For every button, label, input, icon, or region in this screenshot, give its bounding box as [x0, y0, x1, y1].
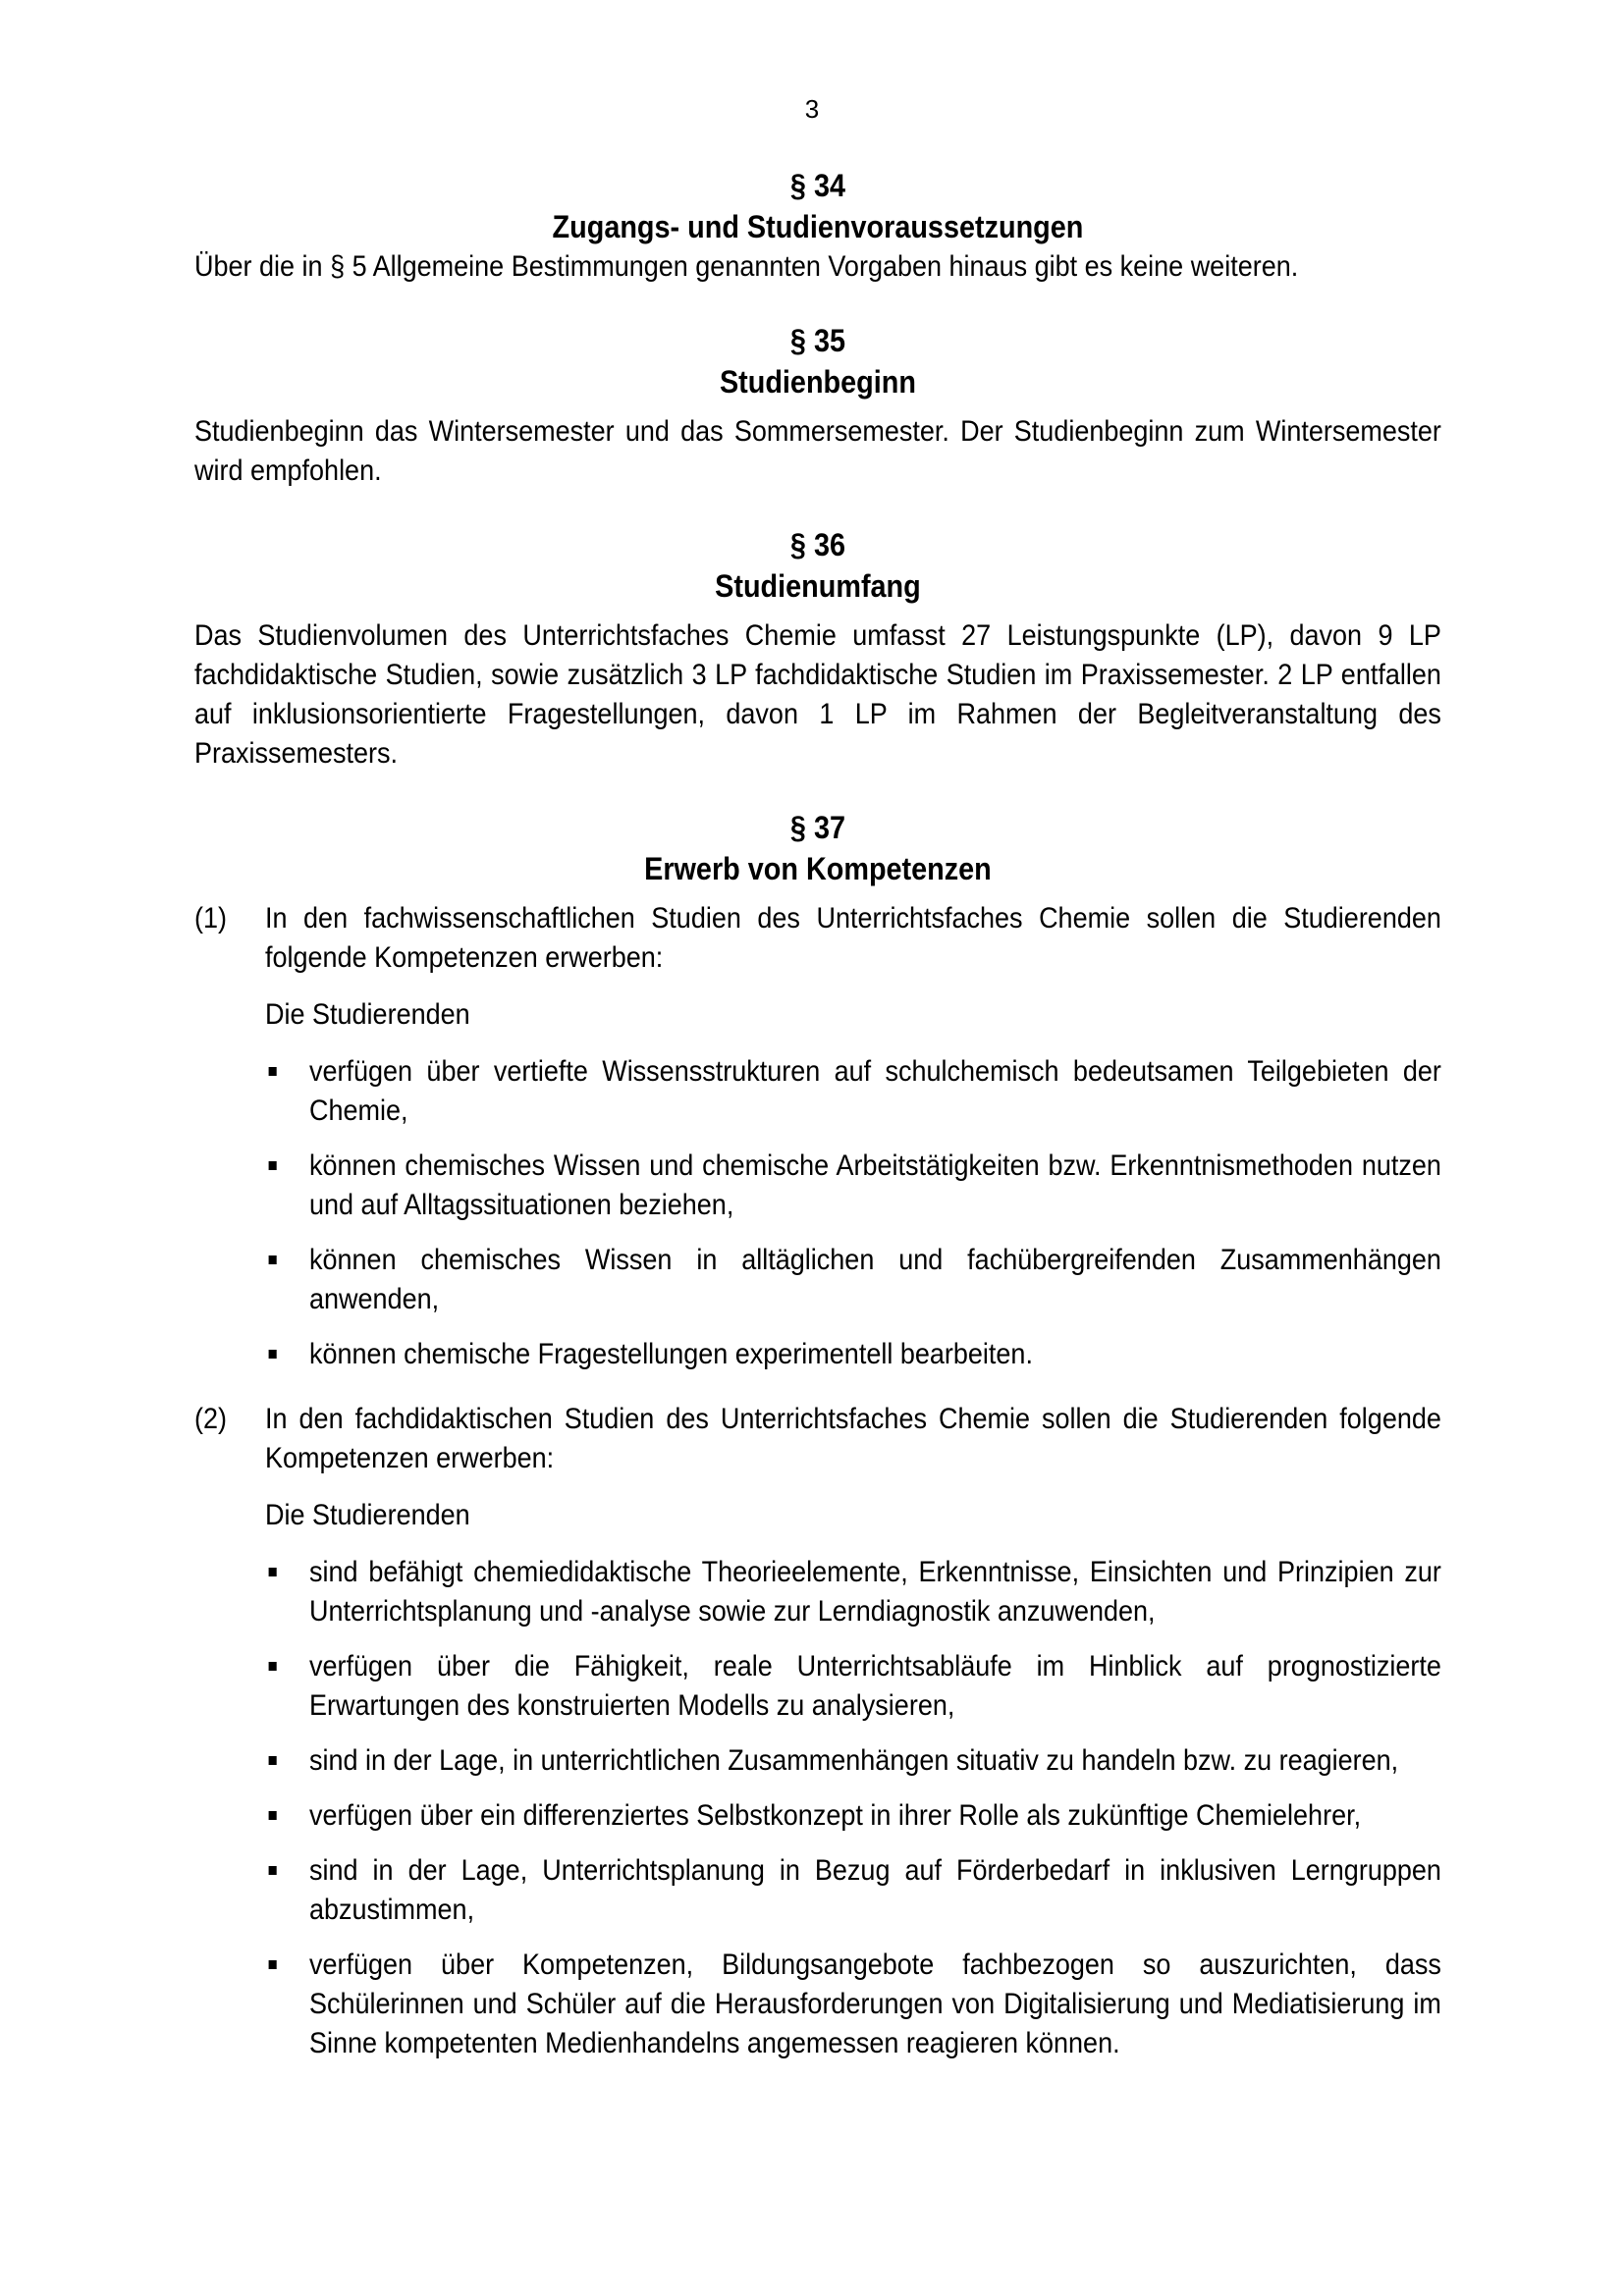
list-item: verfügen über vertiefte Wissensstrukturen auf schulchemisch bedeutsamen Teilgebieten der Chemie,: [265, 1052, 1441, 1131]
bullet-square-icon: [265, 1553, 309, 1631]
bullet-square-icon: [265, 1052, 309, 1131]
bullet-square-icon: [265, 1647, 309, 1726]
list-item: verfügen über Kompetenzen, Bildungsangebote fachbezogen so auszurichten, dass Schülerinnen und Schüler auf die Herausforderungen von Digitalisierung und Mediatisierung im Sinne kompetenten Medienhandelns angemessen reagieren können.: [265, 1946, 1441, 2063]
section-text: Das Studienvolumen des Unterrichtsfaches Chemie umfasst 27 Leistungspunkte (LP), davon 9 LP fachdidaktische Studien, sowie zusätzlich 3 LP fachdidaktische Studien im Praxissemester. 2 LP entfallen auf inklusionsorientierte Fragestellungen, davon 1 LP im Rahmen der Begleitveranstaltung des Praxissemesters.: [194, 619, 1441, 770]
section-title: Erwerb von Kompetenzen: [644, 851, 992, 886]
list-item: können chemisches Wissen und chemische Arbeitstätigkeiten bzw. Erkenntnismethoden nutzen und auf Alltagssituationen beziehen,: [265, 1147, 1441, 1225]
list-item: können chemische Fragestellungen experimentell bearbeiten.: [265, 1335, 1441, 1374]
bullet-square-icon: [265, 1741, 309, 1781]
section-number: § 35: [789, 323, 845, 358]
paragraph-body: [265, 1400, 1441, 2079]
bullet-list: [265, 1553, 1441, 2063]
paragraph-lead: Die Studierenden: [265, 1499, 470, 1531]
bullet-square-icon: [265, 1851, 309, 1930]
paragraph-lead: Die Studierenden: [265, 998, 470, 1031]
paragraph-number: (2): [194, 1403, 228, 1435]
list-item: verfügen über die Fähigkeit, reale Unterrichtsabläufe im Hinblick auf prognostizierte Erwartungen des konstruierten Modells zu analysieren,: [265, 1647, 1441, 1726]
list-item: verfügen über ein differenziertes Selbstkonzept in ihrer Rolle als zukünftige Chemielehrer,: [265, 1796, 1441, 1836]
paragraph-text: In den fachdidaktischen Studien des Unterrichtsfaches Chemie sollen die Studierenden folgende Kompetenzen erwerben:: [265, 1403, 1441, 1474]
paragraph-1: [194, 899, 1441, 1390]
list-item: können chemisches Wissen in alltäglichen und fachübergreifenden Zusammenhängen anwenden,: [265, 1241, 1441, 1319]
section-text: Studienbeginn das Wintersemester und das Sommersemester. Der Studienbeginn zum Wintersemester wird empfohlen.: [194, 415, 1441, 487]
section-text: Über die in § 5 Allgemeine Bestimmungen genannten Vorgaben hinaus gibt es keine weiteren.: [194, 250, 1299, 283]
section-34: [194, 165, 1441, 287]
list-item: sind in der Lage, in unterrichtlichen Zusammenhängen situativ zu handeln bzw. zu reagieren,: [265, 1741, 1441, 1781]
paragraph-text: In den fachwissenschaftlichen Studien des Unterrichtsfaches Chemie sollen die Studierenden folgende Kompetenzen erwerben:: [265, 902, 1441, 974]
list-item: sind in der Lage, Unterrichtsplanung in Bezug auf Förderbedarf in inklusiven Lerngruppen abzustimmen,: [265, 1851, 1441, 1930]
section-title: Zugangs- und Studienvoraussetzungen: [552, 209, 1084, 244]
bullet-square-icon: [265, 1796, 309, 1836]
bullet-square-icon: [265, 1147, 309, 1225]
section-36: [194, 524, 1441, 774]
bullet-list: [265, 1052, 1441, 1374]
paragraph-number: (1): [194, 902, 228, 934]
section-number: § 36: [789, 527, 845, 562]
document-body: [194, 165, 1441, 2079]
page-number: 3: [804, 94, 820, 124]
section-37: [194, 807, 1441, 2079]
section-title: Studienbeginn: [719, 364, 916, 400]
section-number: § 37: [789, 810, 845, 845]
paragraph-2: [194, 1400, 1441, 2079]
list-item: sind befähigt chemiedidaktische Theorieelemente, Erkenntnisse, Einsichten und Prinzipien zur Unterrichtsplanung und -analyse sowie zur Lerndiagnostik anzuwenden,: [265, 1553, 1441, 1631]
section-35: [194, 320, 1441, 491]
bullet-square-icon: [265, 1241, 309, 1319]
section-title: Studienumfang: [715, 568, 921, 604]
bullet-square-icon: [265, 1335, 309, 1374]
section-number: § 34: [789, 168, 845, 203]
bullet-square-icon: [265, 1946, 309, 2063]
paragraph-body: [265, 899, 1441, 1390]
